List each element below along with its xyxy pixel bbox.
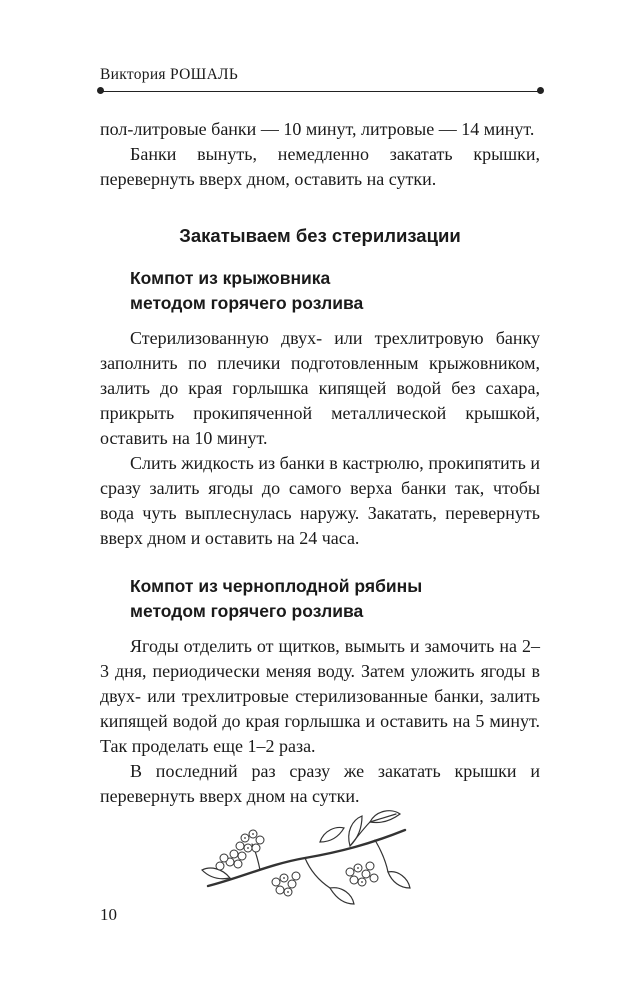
rowan-branch-ornament [200, 808, 415, 908]
intro-paragraph-1: пол-литровые банки — 10 минут, литровые — 14 минут. [100, 119, 535, 139]
recipe-chokeberry-title [130, 574, 540, 624]
header-rule [100, 91, 540, 92]
recipe-gooseberry-title-line-2: методом горячего розлива [130, 293, 364, 313]
recipe-chokeberry-paragraph-1: Ягоды отделить от щитков, вымыть и замочить на 2–3 дня, периодически меняя воду. Затем уложить ягоды в двух- или трехлитровые стерилизованные банки, залить кипящей водой до края горлышка и оставить на 5 минут. Так проделать еще 1–2 раза. [100, 636, 540, 756]
running-header-author: Виктория РОШАЛЬ [100, 66, 239, 83]
intro-paragraph-2: Банки вынуть, немедленно закатать крышки, перевернуть вверх дном, оставить на сутки. [100, 144, 540, 189]
recipe-gooseberry-title-line-1: Компот из крыжовника [130, 268, 331, 288]
recipe-chokeberry-title-line-1: Компот из черноплодной рябины [130, 576, 423, 596]
page-number: 10 [100, 905, 117, 924]
recipe-chokeberry-title-line-2: методом горячего розлива [130, 601, 364, 621]
page-body [100, 117, 540, 809]
header-rule-left-dot [97, 87, 104, 94]
recipe-chokeberry-paragraph-2: В последний раз сразу же закатать крышки и перевернуть вверх дном на сутки. [100, 761, 540, 806]
header-rule-right-dot [537, 87, 544, 94]
recipe-gooseberry-title [130, 266, 540, 316]
recipe-gooseberry-paragraph-2: Слить жидкость из банки в кастрюлю, прокипятить и сразу залить ягоды до самого верха банки так, чтобы вода чуть выплеснулась наружу. Закатать, перевернуть вверх дном и оставить на 24 часа. [100, 453, 540, 548]
recipe-gooseberry-paragraph-1: Стерилизованную двух- или трехлитровую банку заполнить по плечики подготовленным крыжовником, залить до края горлышка кипящей водой без сахара, прикрыть прокипяченной металлической крышкой, оставить на 10 минут. [100, 328, 540, 448]
section-title: Закатываем без стерилизации [179, 225, 461, 246]
